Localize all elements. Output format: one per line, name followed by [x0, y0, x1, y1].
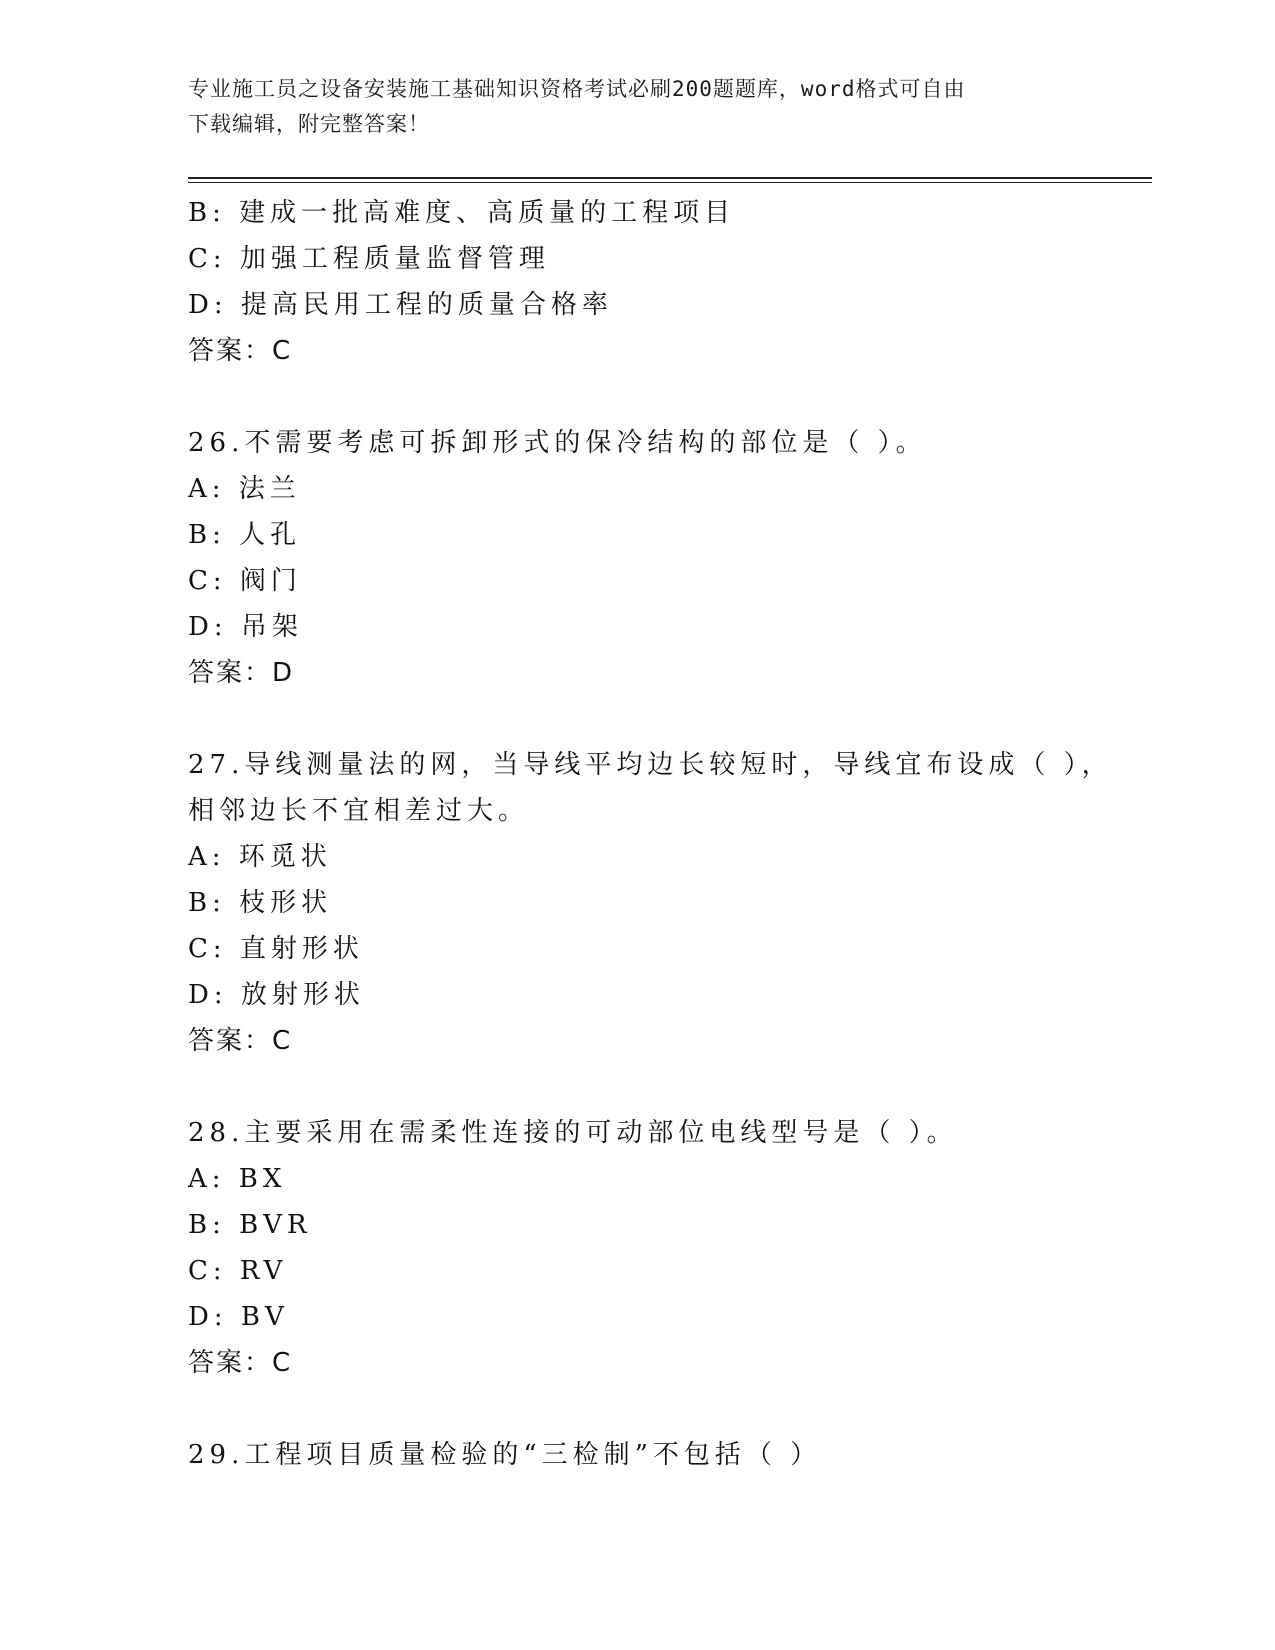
spacer [188, 374, 1118, 420]
answer: 答案：C [188, 1348, 293, 1378]
option-a: A: 法兰 [188, 474, 301, 504]
header-divider-thin [188, 182, 1152, 183]
question-stem-line-2: 相邻边长不宜相差过大。 [188, 796, 530, 826]
document-header [188, 72, 1068, 142]
option-b: B: 枝形状 [188, 888, 333, 918]
option-d: D: 吊架 [188, 612, 303, 642]
header-line-2: 下载编辑，附完整答案！ [188, 112, 430, 136]
option-c: C: RV [188, 1256, 288, 1286]
spacer [188, 1386, 1118, 1432]
question-28 [188, 1110, 1118, 1386]
option-d: D: 放射形状 [188, 980, 365, 1010]
option-b: B: 人孔 [188, 520, 302, 550]
question-stem: 26.不需要考虑可拆卸形式的保冷结构的部位是（ ）。 [188, 428, 927, 458]
header-divider-thick [188, 177, 1152, 179]
option-a: A: 环觅状 [188, 842, 332, 872]
option-d: D: BV [188, 1302, 289, 1332]
question-stem: 29.工程项目质量检验的“三检制”不包括（ ） [188, 1440, 822, 1470]
question-29 [188, 1432, 1118, 1478]
spacer [188, 1064, 1118, 1110]
option-d: D: 提高民用工程的质量合格率 [188, 290, 613, 320]
answer: 答案：D [188, 658, 295, 688]
question-25 [188, 190, 1118, 374]
answer: 答案：C [188, 336, 293, 366]
option-c: C: 直射形状 [188, 934, 364, 964]
question-27 [188, 742, 1118, 1064]
header-line-1: 专业施工员之设备安装施工基础知识资格考试必刷200题题库，word格式可自由 [188, 77, 966, 101]
option-c: C: 加强工程质量监督管理 [188, 244, 550, 274]
spacer [188, 696, 1118, 742]
question-list [188, 190, 1118, 1478]
question-stem-line-1: 27.导线测量法的网，当导线平均边长较短时，导线宜布设成（ ）， [188, 750, 1113, 780]
option-c: C: 阀门 [188, 566, 302, 596]
option-a: A: BX [188, 1164, 287, 1194]
option-b: B: BVR [188, 1210, 312, 1240]
question-26 [188, 420, 1118, 696]
question-stem: 28.主要采用在需柔性连接的可动部位电线型号是（ ）。 [188, 1118, 958, 1148]
answer: 答案：C [188, 1026, 293, 1056]
option-b: B: 建成一批高难度、高质量的工程项目 [188, 198, 736, 228]
